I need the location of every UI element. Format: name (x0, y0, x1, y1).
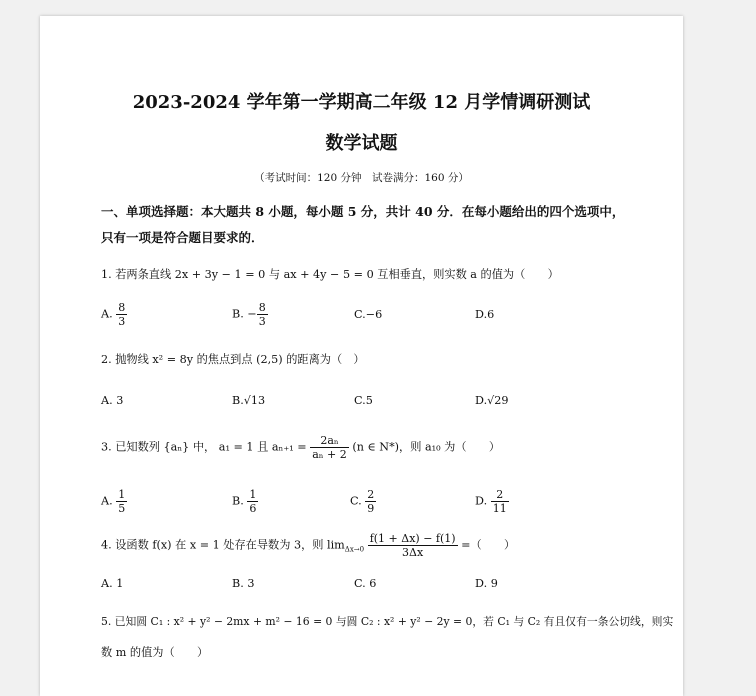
option-label: C. (354, 394, 366, 407)
fraction (310, 434, 349, 461)
option-text: √13 (243, 394, 266, 407)
numerator: 8 (258, 301, 266, 314)
denominator: 3 (118, 315, 126, 328)
denominator: aₙ + 2 (312, 448, 347, 461)
stem-suffix: =（ ） (461, 538, 516, 552)
numerator: 2aₙ (310, 434, 349, 448)
q4-option-d (475, 577, 498, 590)
q4-option-a (101, 577, 123, 590)
fraction (365, 488, 376, 515)
option-label: A. (101, 494, 113, 508)
option-text: −6 (365, 308, 383, 321)
document-title: 2023-2024 学年第一学期高二年级 12 月学情调研测试 (132, 92, 591, 113)
question-5-stem-line1: 5. 已知圆 C₁ : x² + y² − 2mx + m² − 16 = 0 与圆 C₂ : x² + y² − 2y = 0，若 C₁ 与 C₂ 有且仅有一条公切线，则实 (101, 615, 674, 628)
denominator: 6 (249, 502, 257, 515)
numerator: 1 (118, 488, 126, 501)
q4-option-b (232, 577, 254, 590)
numerator: 2 (491, 488, 509, 502)
denominator: 11 (492, 502, 507, 515)
section-heading-line2: 只有一项是符合题目要求的． (101, 230, 264, 245)
option-label: A. (101, 394, 113, 407)
stem-suffix: (n ∈ N*)，则 a₁₀ 为（ ） (352, 440, 501, 454)
option-label: D. (475, 308, 488, 321)
document-subtitle: 数学试题 (325, 133, 398, 154)
numerator: 2 (367, 488, 375, 501)
q1-option-a (101, 301, 127, 328)
option-text: 6 (369, 577, 377, 590)
q3-option-a (101, 488, 127, 515)
option-label: B. (232, 577, 244, 590)
option-label: B. (232, 394, 244, 407)
q3-option-c (350, 488, 376, 515)
option-text: 5 (365, 394, 373, 407)
q2-option-b (232, 394, 265, 407)
numerator: f(1 + Δx) − f(1) (369, 532, 456, 545)
option-text: 9 (490, 577, 498, 590)
option-label: A. (101, 577, 113, 590)
q2-option-d (475, 394, 509, 407)
limit-subscript: Δx→0 (344, 545, 365, 554)
q4-option-c (354, 577, 376, 590)
question-3-stem (101, 434, 500, 461)
option-text: √29 (487, 394, 509, 407)
fraction (368, 532, 458, 559)
fraction (257, 301, 268, 328)
document-page (40, 16, 683, 696)
question-5-stem-line2: 数 m 的值为（ ） (101, 646, 209, 659)
option-text: 6 (487, 308, 495, 321)
option-text: 1 (116, 577, 124, 590)
fraction (116, 301, 127, 328)
question-4-stem (101, 532, 515, 559)
question-1-stem: 1. 若两条直线 2x + 3y − 1 = 0 与 ax + 4y − 5 = 0 互相垂直，则实数 a 的值为（ ） (101, 268, 559, 281)
fraction (491, 488, 509, 515)
question-2-stem: 2. 抛物线 x² = 8y 的焦点到点 (2,5) 的距离为（ ） (101, 353, 365, 366)
q1-option-b (232, 301, 268, 328)
section-heading-line1: 一、单项选择题：本大题共 8 小题，每小题 5 分，共计 40 分．在每小题给出的四个选项中， (101, 204, 625, 219)
denominator: 9 (367, 502, 375, 515)
fraction (247, 488, 258, 515)
numerator: 8 (118, 301, 126, 314)
section-heading (101, 199, 624, 251)
denominator: 3Δx (402, 546, 424, 559)
exam-info: （考试时间：120 分钟 试卷满分：160 分） (254, 172, 469, 184)
stem-prefix: 4. 设函数 f(x) 在 x = 1 处存在导数为 3，则 lim (101, 538, 345, 552)
option-label: C. (354, 577, 366, 590)
option-label: C. (350, 494, 362, 508)
q3-option-b (232, 488, 258, 515)
stem-prefix: 3. 已知数列 {aₙ} 中， a₁ = 1 且 aₙ₊₁ = (101, 440, 307, 454)
option-label: D. (475, 577, 488, 590)
denominator: 5 (118, 502, 126, 515)
option-label: D. (475, 494, 488, 508)
option-label: C. (354, 308, 366, 321)
option-label: D. (475, 394, 488, 407)
q3-option-d (475, 488, 509, 515)
q2-option-a (101, 394, 123, 407)
fraction (116, 488, 127, 515)
option-label: B. (232, 494, 244, 508)
option-text: 3 (116, 394, 124, 407)
option-label: B. (232, 307, 244, 321)
minus-sign: − (247, 307, 257, 321)
denominator: 3 (258, 315, 266, 328)
q1-option-c (354, 308, 382, 321)
option-label: A. (101, 307, 113, 321)
option-text: 3 (247, 577, 255, 590)
q2-option-c (354, 394, 373, 407)
numerator: 1 (249, 488, 257, 501)
q1-option-d (475, 308, 494, 321)
